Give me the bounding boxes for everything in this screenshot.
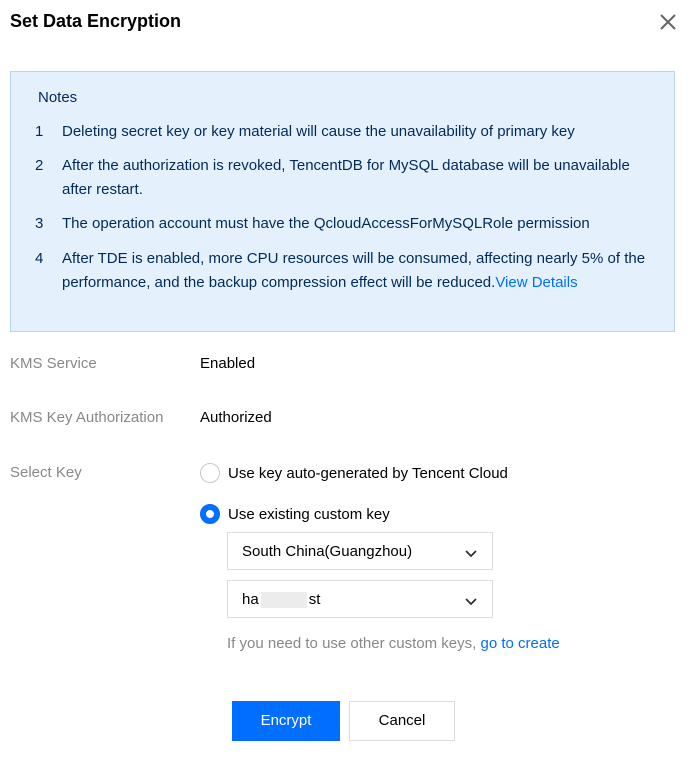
custom-key-hint — [227, 634, 560, 654]
note-text: After the authorization is revoked, TencentDB for MySQL database will be unavailable after restart. — [62, 157, 630, 198]
region-select[interactable] — [227, 532, 493, 570]
radio-auto-generated-key[interactable] — [200, 462, 508, 484]
encrypt-button[interactable]: Encrypt — [232, 701, 340, 741]
hint-text: If you need to use other custom keys, — [227, 635, 481, 652]
radio-label: Use key auto-generated by Tencent Cloud — [228, 464, 508, 482]
note-text: Deleting secret key or key material will cause the unavailability of primary key — [62, 123, 575, 140]
select-key-label: Select Key — [10, 464, 82, 481]
key-select[interactable] — [227, 580, 493, 618]
radio-checked-icon[interactable] — [200, 504, 220, 524]
note-text: The operation account must have the QcloudAccessForMySQLRole permission — [62, 215, 590, 232]
radio-label: Use existing custom key — [228, 505, 390, 523]
kms-key-authorization-value: Authorized — [200, 409, 272, 426]
radio-unchecked-icon[interactable] — [200, 463, 220, 483]
note-number: 1 — [35, 123, 44, 140]
note-number: 2 — [35, 157, 44, 174]
note-text-with-link — [62, 247, 652, 295]
key-select-value — [242, 590, 320, 610]
view-details-link[interactable]: View Details — [495, 274, 578, 291]
note-text: After TDE is enabled, more CPU resources will be consumed, affecting nearly 5% of the performance, and the backup compression effect will be reduced. — [62, 250, 646, 291]
key-value-prefix: ha — [242, 591, 259, 608]
dialog-title: Set Data Encryption — [10, 11, 182, 31]
note-number: 4 — [35, 250, 44, 267]
region-select-value: South China(Guangzhou) — [242, 543, 413, 560]
chevron-down-icon — [464, 594, 478, 604]
redaction-mask — [261, 592, 307, 608]
go-to-create-link[interactable]: go to create — [480, 635, 560, 652]
cancel-button[interactable]: Cancel — [349, 701, 455, 741]
key-value-suffix: st — [308, 591, 321, 608]
kms-service-value: Enabled — [200, 355, 256, 372]
kms-service-label: KMS Service — [10, 355, 97, 372]
chevron-down-icon — [464, 546, 478, 556]
radio-existing-custom-key[interactable] — [200, 503, 390, 525]
notes-panel — [10, 71, 675, 332]
note-number: 3 — [35, 215, 44, 232]
notes-title: Notes — [38, 89, 78, 106]
close-icon[interactable] — [656, 10, 680, 34]
kms-key-authorization-label: KMS Key Authorization — [10, 409, 164, 426]
